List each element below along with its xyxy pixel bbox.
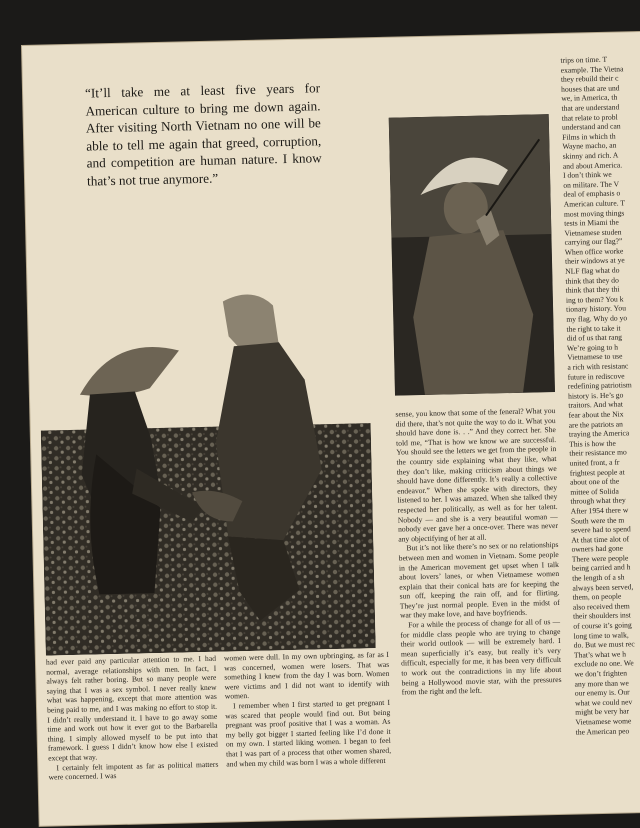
column-line: did of us that rang — [566, 332, 623, 343]
column-line: skinny and rich. A — [562, 150, 619, 161]
column-line: carrying our flag?” — [564, 236, 623, 248]
photo-women-in-field — [38, 288, 376, 655]
column-line: the American peo — [575, 725, 630, 737]
column-line: always been served, — [572, 581, 634, 593]
column-line: ing to them? You k — [565, 294, 624, 305]
column-line: example. The Vietna — [560, 63, 624, 75]
photo-women-in-field-image — [38, 288, 376, 655]
column-line: traitors. And what — [568, 399, 624, 411]
column-line: do. But we must rec — [573, 639, 635, 650]
column-line: I don’t think we — [562, 169, 612, 180]
column-line: severe had to spend — [571, 524, 631, 535]
column-line: and about America. — [562, 159, 623, 171]
column-line: most moving things — [563, 207, 625, 219]
column-line: also received them — [572, 601, 630, 612]
column-line: mittee of Solida — [570, 486, 619, 497]
column-line: their shoulders inst — [572, 610, 631, 622]
pull-quote: “It’ll take me at least five years for American culture to bring me down again. After visiting North Vietnam no one will be able to tell me again that greed, corruption, and competition are human nature. I know that’s not true anymore.” — [84, 80, 322, 189]
column-line: we, in America, th — [561, 92, 618, 104]
column-line: After 1954 there w — [570, 505, 629, 516]
article-column-far-right — [560, 54, 640, 816]
column-line: owners had gone — [571, 543, 624, 554]
column-line: the length of a sh — [572, 572, 625, 583]
column-line: exclude no one. We — [574, 658, 634, 670]
column-line: Wayne macho, an — [562, 140, 617, 152]
column-line: At that time alot of — [571, 534, 630, 545]
column-line: on militare. The V — [563, 179, 620, 190]
column-line: they rebuild their c — [560, 73, 619, 84]
column-line: the right to take it — [566, 323, 621, 334]
column-line: their resistance mo — [569, 447, 627, 459]
column-line: my flag. Why do yo — [566, 313, 628, 324]
article-column-bottom-left — [46, 654, 220, 828]
column-line: frightest people at — [569, 466, 625, 478]
article-column-bottom-center — [224, 650, 393, 824]
column-line: NLF flag what do — [565, 265, 620, 276]
column-line: of course it’s going — [573, 620, 632, 631]
column-line: what we could nev — [574, 697, 633, 708]
paragraph: For a while the process of change for all of us — for middle class people who are trying to change their world outlook — will be extremely hard. I mean superficially it’s easy, but really it’s very difficult, especially for me, it has been very difficult to work out the contradictions in my life about being a Hollywood movie star, with the pressures from the right and the left. — [400, 617, 562, 697]
column-line: Vietnamese wome — [575, 716, 632, 727]
column-line: think that they do — [565, 275, 619, 286]
column-line: Vietnamese to use — [567, 351, 623, 363]
column-line: our enemy is. Our — [574, 687, 630, 698]
column-line: Films in which th — [562, 131, 616, 142]
column-line: are the patriots an — [568, 419, 624, 430]
column-line: that relate to probl — [561, 112, 618, 123]
column-line: we don’t frighten — [574, 668, 628, 679]
paragraph: I remember when I first started to get pregnant I was scared that people would find out. But being pregnant was proof positive that I was a woman. As my belly got bigger I started feeling like I’d done it on my own. I started liking women. I began to feel that I was part of a process that other women shared, and when my child was born I was a whole different — [225, 697, 392, 769]
paragraph: had ever paid any particular attention to me. I had normal, average relationships with men. In fact, I always felt rather boring. But so many people were saying that I was a sex symbol. I never really knew what was happening, except that more attention was being paid to me, and I was making no effort to stop it. I didn’t really understand it. I have to go away some time and work out how it ever got to the Barbarella thing. I simply allowed myself to be put into that framework. I guess I didn’t know how else I existed except that way. — [45, 653, 219, 763]
column-line: When office worke — [564, 246, 624, 257]
column-line: deal of emphasis o — [563, 188, 621, 200]
column-line: This is how the — [569, 438, 616, 449]
column-line: tionary history. You — [566, 303, 627, 315]
column-line: that are understand — [561, 102, 620, 113]
article-column-right-middle — [395, 406, 564, 820]
column-line: any more than we — [574, 677, 629, 689]
column-line: That’s what we h — [573, 649, 627, 660]
column-line: through what they — [570, 495, 626, 506]
photo-woman-conical-hat-image — [389, 114, 555, 396]
column-line: understand and can — [561, 121, 621, 132]
column-line: redefining patriotism — [567, 380, 632, 391]
column-line: Vietnamese studen — [564, 227, 622, 238]
column-line: might be very har — [575, 706, 630, 717]
paragraph: sense, you know that some of the feneral? What you did there, that’s not quite the way to do it. What you should have done is. . .” And they correct her. She told me, “That is how we know we are successful. You should see the letters we get from the people in the country side explaining what they like, what they don’t like, making criticism about things we should have done differently. It’s really a collective endeavor.” When she spoke with directors, they listened to her. I was amazed. When she talked they respected her politically, as well as for her talent. Nobody — and she is a very beautiful woman — nobody ever gave her a once-over. There was never any objectifying of her at all. — [395, 405, 559, 544]
column-line: them, on people — [572, 591, 622, 602]
column-line: trips on time. T — [560, 54, 608, 65]
column-line: think that they thi — [565, 284, 620, 295]
paragraph: women were dull. In my own upbringing, as far as I was concerned, women were losers. That was something I knew from the day I was born. Women were victims and I did not want to identify with women. — [223, 649, 390, 701]
column-line: future in rediscove — [567, 371, 625, 382]
column-line: houses that are und — [561, 83, 620, 94]
column-line: There were people — [571, 553, 629, 564]
column-line: tests in Miami the — [564, 217, 619, 228]
photo-woman-conical-hat — [389, 114, 555, 396]
column-line: We’re going to h — [566, 342, 619, 353]
paragraph: I certainly felt impotent as far as political matters were concerned. I was — [48, 759, 219, 782]
column-line: about one of the — [569, 476, 620, 487]
column-line: American culture. T — [563, 198, 626, 209]
column-line: traying the America — [568, 428, 630, 439]
paragraph: But it’s not like there’s no sex or no relationships between men and women in Vietnam. Some people in the American movement get upset when I talk about lovers’ lanes, or when Vietnamese women explain that their conical hats are for keeping the sun off, keeping the rain off, and for flirting. They’re just normal people. Even in the midst of war they make love, and have boyfriends. — [398, 540, 560, 621]
column-line: united front, a fr — [569, 457, 620, 468]
column-line: fear about the Nix — [568, 409, 624, 420]
column-line: history is. He’s go — [567, 390, 624, 401]
column-line: their windows at ye — [564, 255, 625, 267]
column-line: a rich with resistanc — [567, 361, 629, 372]
column-line: being carried and h — [571, 562, 631, 574]
column-line: long time to walk, — [573, 630, 629, 641]
column-line: South were the m — [570, 514, 625, 526]
newspaper-page — [22, 31, 640, 825]
